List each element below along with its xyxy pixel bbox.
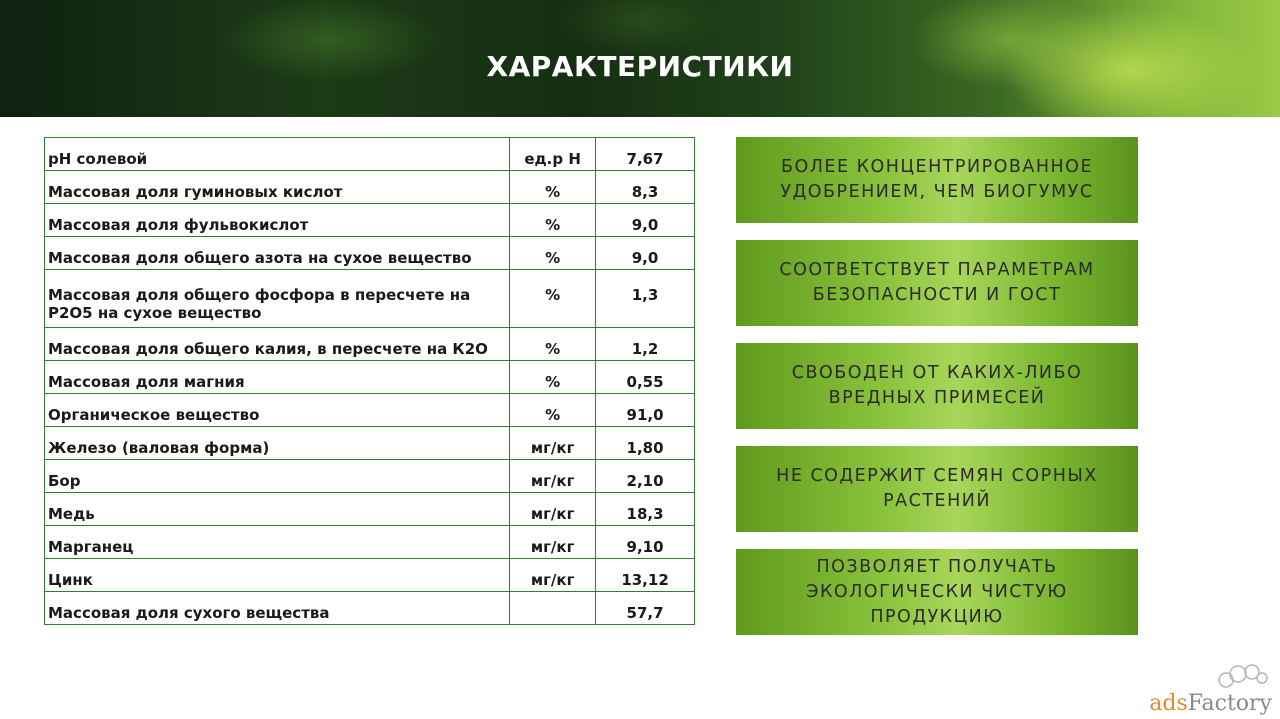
spec-value: 91,0 xyxy=(596,394,695,427)
spec-unit: % xyxy=(510,361,596,394)
spec-name: Массовая доля фульвокислот xyxy=(45,204,510,237)
spec-unit xyxy=(510,592,596,625)
feature-box: СВОБОДЕН ОТ КАКИХ-ЛИБО ВРЕДНЫХ ПРИМЕСЕЙ xyxy=(736,343,1138,429)
table-row xyxy=(45,361,695,394)
spec-value: 1,2 xyxy=(596,328,695,361)
factory-smoke-icon xyxy=(1212,660,1272,690)
spec-name: pH солевой xyxy=(45,138,510,171)
page-title: ХАРАКТЕРИСТИКИ xyxy=(486,50,794,83)
spec-unit: мг/кг xyxy=(510,427,596,460)
spec-name: Массовая доля магния xyxy=(45,361,510,394)
spec-unit: % xyxy=(510,237,596,270)
spec-name: Массовая доля гуминовых кислот xyxy=(45,171,510,204)
header-banner xyxy=(0,0,1280,117)
table-row xyxy=(45,427,695,460)
spec-unit: % xyxy=(510,204,596,237)
spec-value: 0,55 xyxy=(596,361,695,394)
spec-name: Медь xyxy=(45,493,510,526)
spec-name: Массовая доля общего калия, в пересчете на К2О xyxy=(45,328,510,361)
table-row xyxy=(45,493,695,526)
spec-value: 9,10 xyxy=(596,526,695,559)
spec-name: Цинк xyxy=(45,559,510,592)
table-row xyxy=(45,171,695,204)
spec-value: 2,10 xyxy=(596,460,695,493)
feature-box: НЕ СОДЕРЖИТ СЕМЯН СОРНЫХ РАСТЕНИЙ xyxy=(736,446,1138,532)
spec-name: Марганец xyxy=(45,526,510,559)
spec-unit: мг/кг xyxy=(510,493,596,526)
spec-value: 13,12 xyxy=(596,559,695,592)
table-row xyxy=(45,204,695,237)
spec-value: 1,3 xyxy=(596,270,695,328)
spec-name: Органическое вещество xyxy=(45,394,510,427)
spec-unit: % xyxy=(510,270,596,328)
spec-unit: мг/кг xyxy=(510,559,596,592)
watermark-text: adsFactory xyxy=(1149,691,1272,716)
specs-table xyxy=(44,137,695,625)
spec-name: Массовая доля сухого вещества xyxy=(45,592,510,625)
table-row xyxy=(45,592,695,625)
spec-value: 9,0 xyxy=(596,237,695,270)
watermark-logo xyxy=(1146,660,1276,718)
table-row xyxy=(45,270,695,328)
spec-name: Массовая доля общего фосфора в пересчете на Р2О5 на сухое вещество xyxy=(45,270,510,328)
feature-box: СООТВЕТСТВУЕТ ПАРАМЕТРАМ БЕЗОПАСНОСТИ И ГОСТ xyxy=(736,240,1138,326)
spec-value: 7,67 xyxy=(596,138,695,171)
feature-list xyxy=(736,137,1138,652)
spec-name: Массовая доля общего азота на сухое вещество xyxy=(45,237,510,270)
spec-unit: % xyxy=(510,328,596,361)
feature-box: БОЛЕЕ КОНЦЕНТРИРОВАННОЕ УДОБРЕНИЕМ, ЧЕМ БИОГУМУС xyxy=(736,137,1138,223)
spec-unit: % xyxy=(510,394,596,427)
table-row xyxy=(45,237,695,270)
spec-unit: мг/кг xyxy=(510,460,596,493)
table-row xyxy=(45,328,695,361)
feature-box: ПОЗВОЛЯЕТ ПОЛУЧАТЬ ЭКОЛОГИЧЕСКИ ЧИСТУЮ ПРОДУКЦИЮ xyxy=(736,549,1138,635)
spec-unit: ед.р Н xyxy=(510,138,596,171)
spec-value: 18,3 xyxy=(596,493,695,526)
table-row xyxy=(45,460,695,493)
spec-value: 9,0 xyxy=(596,204,695,237)
spec-unit: % xyxy=(510,171,596,204)
table-row xyxy=(45,394,695,427)
spec-name: Бор xyxy=(45,460,510,493)
spec-value: 8,3 xyxy=(596,171,695,204)
spec-unit: мг/кг xyxy=(510,526,596,559)
spec-name: Железо (валовая форма) xyxy=(45,427,510,460)
table-row xyxy=(45,559,695,592)
table-row xyxy=(45,526,695,559)
spec-value: 57,7 xyxy=(596,592,695,625)
table-row xyxy=(45,138,695,171)
spec-value: 1,80 xyxy=(596,427,695,460)
